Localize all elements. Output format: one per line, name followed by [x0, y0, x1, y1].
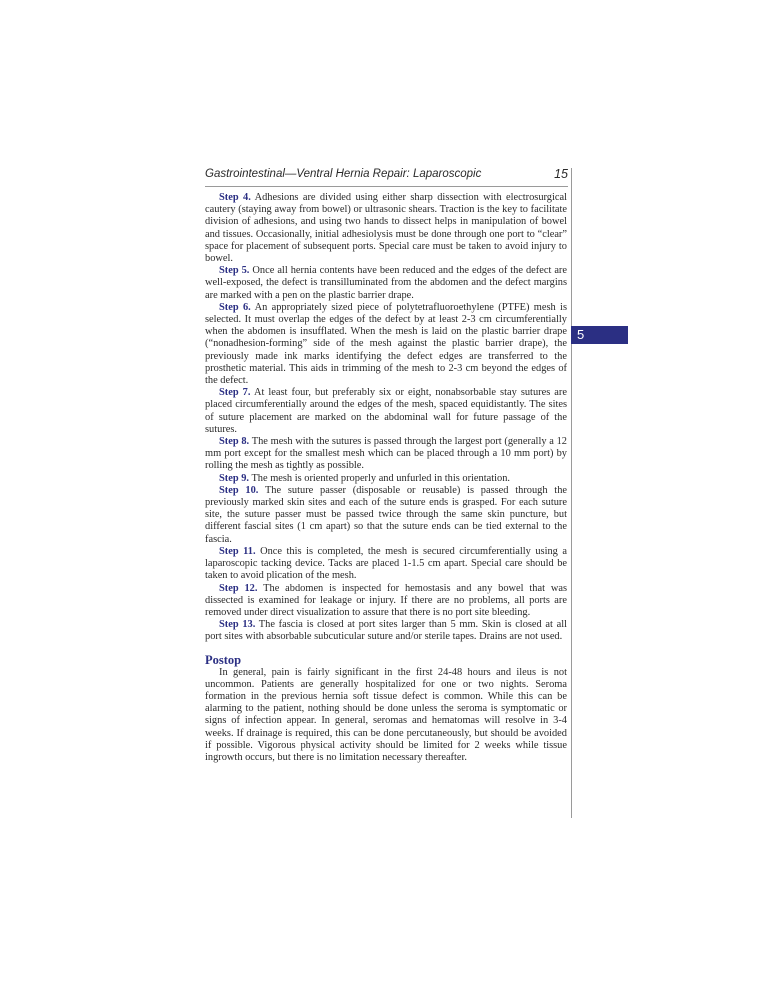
- step-paragraph: [205, 485, 567, 546]
- page-number: 15: [554, 167, 568, 181]
- step-label: Step 10.: [219, 484, 259, 496]
- step-text: Once this is completed, the mesh is secured circumferentially using a laparoscopic tacking device. Tacks are placed 1-1.5 cm apart. Special care should be taken to avoid plication of the mesh.: [205, 545, 567, 582]
- step-label: Step 6.: [219, 301, 251, 313]
- step-text: An appropriately sized piece of polytetrafluoroethylene (PTFE) mesh is selected. It must overlap the edges of the defect by at least 2-3 cm circumferentially when the abdomen is insufflated. When the mesh is laid on the plastic barrier drape (“nonadhesion-forming” side of the mesh against the plastic barrier drape), the previously made ink marks identifying the defect edges are transferred to the prosthetic material. This aids in trimming of the mesh to 2-3 cm beyond the edges of the defect.: [205, 301, 567, 387]
- step-label: Step 8.: [219, 436, 250, 448]
- chapter-tab: [571, 326, 628, 344]
- step-label: Step 12.: [219, 582, 258, 594]
- step-text: The mesh with the sutures is passed through the largest port (generally a 12 mm port except for the smallest mesh which can be placed through a 10 mm port) by rolling the mesh as tightly as possible.: [205, 436, 567, 472]
- step-text: The suture passer (disposable or reusable) is passed through the previously marked skin sites and each of the suture ends is grasped. For each suture site, the suture passer must be passed twice through the same skin puncture, but different fascial sites (1 cm apart) so that the suture ends can be tied external to the fascia.: [205, 484, 568, 545]
- page-header: [205, 168, 568, 187]
- step-label: Step 9.: [219, 472, 250, 484]
- step-label: Step 7.: [219, 387, 251, 399]
- step-paragraph: [205, 619, 567, 643]
- section-heading-postop: Postop: [205, 652, 242, 667]
- chapter-tab-label: 5: [577, 327, 585, 342]
- step-text: Once all hernia contents have been reduced and the edges of the defect are well-exposed, the defect is transilluminated from the abdomen and the defect margins are marked with a pen on the plastic barrier drape.: [205, 265, 568, 301]
- step-paragraph: [205, 473, 567, 485]
- step-text: At least four, but preferably six or eight, nonabsorbable stay sutures are placed circumferentially around the edges of the mesh, spaced equidistantly. The sites of suture placement are marked on the abdominal wall for future passage of the sutures.: [205, 387, 567, 435]
- step-text: The fascia is closed at port sites larger than 5 mm. Skin is closed at all port sites with absorbable subcuticular suture and/or sterile tapes. Drains are not used.: [205, 619, 567, 643]
- step-paragraph: [205, 387, 567, 436]
- step-paragraph: [205, 302, 567, 387]
- step-text: Adhesions are divided using either sharp dissection with electrosurgical cautery (staying away from bowel) or ultrasonic shears. Traction is the key to facilitate division of adhesions, and using two hands to dissect helps in manipulation of bowel and tissues. Occasionally, initial adhesiolysis must be done through one port to “clear” space for placement of subsequent ports. Special care must be taken to avoid injury to bowel.: [205, 192, 567, 265]
- step-text: The mesh is oriented properly and unfurled in this orientation.: [249, 472, 510, 484]
- body-text: [205, 192, 567, 764]
- running-head: Gastrointestinal—Ventral Hernia Repair: Laparoscopic: [205, 168, 482, 180]
- step-label: Step 13.: [219, 619, 256, 631]
- margin-rule: [571, 168, 572, 818]
- step-paragraph: [205, 546, 567, 583]
- step-paragraph: [205, 192, 567, 265]
- postop-paragraph: In general, pain is fairly significant in the first 24-48 hours and ileus is not uncommon. Patients are generally hospitalized for one or two nights. Seroma formation in the previous hernia soft tissue defect is common. While this can be alarming to the patient, nothing should be done unless the seroma is symptomatic or signs of infection appear. In general, seromas and hematomas will resolve in 3-4 weeks. If drainage is required, this can be done percutaneously, but should be avoided if possible. Vigorous physical activity should be limited for 2 weeks while tissue ingrowth occurs, but there is no limitation necessary thereafter.: [205, 666, 567, 763]
- step-paragraph: [205, 265, 567, 302]
- step-paragraph: [205, 583, 567, 620]
- step-text: The abdomen is inspected for hemostasis and any bowel that was dissected is examined for leakage or injury. If there are no problems, all ports are removed under direct visualization to assure that there is no port site bleeding.: [205, 582, 568, 618]
- step-label: Step 4.: [219, 192, 251, 203]
- step-label: Step 5.: [219, 265, 250, 277]
- step-paragraph: [205, 436, 567, 473]
- step-label: Step 11.: [219, 545, 256, 557]
